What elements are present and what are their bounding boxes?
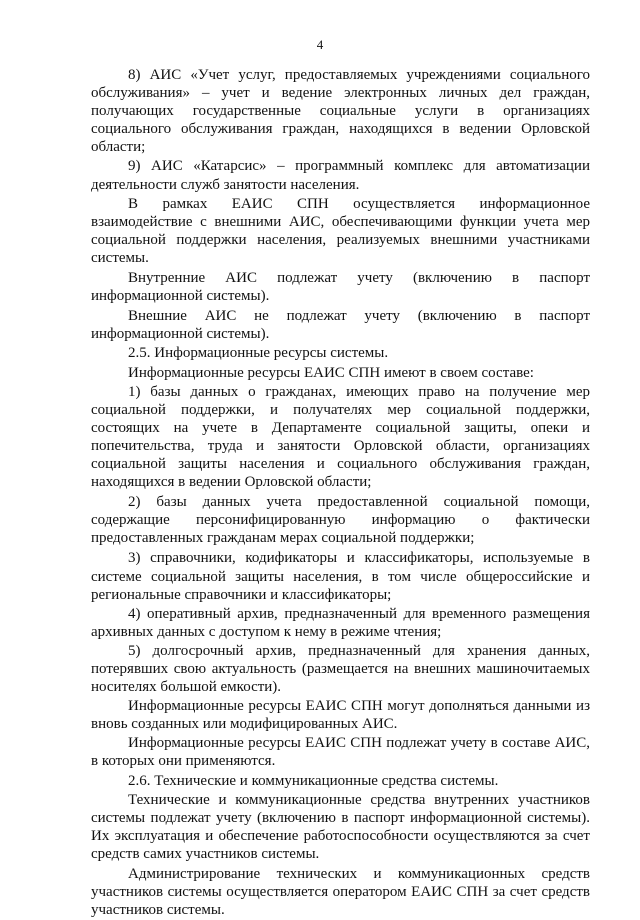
section-heading-2-6: 2.6. Технические и коммуникационные средства системы. (128, 772, 499, 789)
paragraph-administration: Администрирование технических и коммуникационных средств участников системы осуществляется оператором ЕАИС СПН за счет средств участников системы. (91, 866, 590, 919)
list-item-reference-books: 3) справочники, кодификаторы и классификаторы, используемые в системе социальной защиты населения, в том числе общероссийские и региональные справочники и классификаторы; (91, 550, 590, 603)
paragraph-internal-ais: Внутренние АИС подлежат учету (включению в паспорт информационной системы). (91, 270, 590, 305)
page-number: 4 (316, 37, 324, 52)
document-body (91, 66, 590, 920)
paragraph-item-8: 8) АИС «Учет услуг, предоставляемых учреждениями социального обслуживания» – учет и ведение электронных личных дел граждан, получающих государственные социальные услуги в организациях социального обслуживания граждан, находящихся в ведении Орловской области; (91, 67, 590, 156)
paragraph-resources-accounting: Информационные ресурсы ЕАИС СПН подлежат учету в составе АИС, в которых они применяются. (91, 735, 590, 770)
list-item-longterm-archive: 5) долгосрочный архив, предназначенный для хранения данных, потерявших свою актуальность (размещается на внешних машиночитаемых носителях большой емкости). (91, 642, 590, 696)
paragraph-resources-extension: Информационные ресурсы ЕАИС СПН могут дополняться данными из вновь созданных или модифицированных АИС. (91, 698, 590, 733)
section-heading-2-5: 2.5. Информационные ресурсы системы. (128, 345, 389, 362)
paragraph-item-9: 9) АИС «Катарсис» – программный комплекс для автоматизации деятельности служб занятости населения. (91, 158, 590, 193)
paragraph-external-ais: Внешние АИС не подлежат учету (включению в паспорт информационной системы). (91, 308, 590, 343)
list-item-databases-citizens: 1) базы данных о гражданах, имеющих право на получение мер социальной поддержки, и получателях мер социальной поддержки, состоящих на учете в Департаменте социальной защиты, опеки и попечительства, труда и занятости Орловской области, организациях социальной защиты населения и социального обслуживания граждан, находящихся в ведении Орловской области; (91, 383, 590, 491)
paragraph-technical-means: Технические и коммуникационные средства внутренних участников системы подлежат учету (включению в паспорт информационной системы). Их эксплуатация и обеспечение работоспособности осуществляются за счет средств самих участников системы. (91, 791, 590, 862)
paragraph-resources-intro: Информационные ресурсы ЕАИС СПН имеют в своем составе: (128, 364, 534, 381)
paragraph-external-interaction: В рамках ЕАИС СПН осуществляется информационное взаимодействие с внешними АИС, обеспечивающими функции учета мер социальной поддержки населения, реализуемых внешними участниками системы. (91, 195, 590, 266)
list-item-databases-assistance: 2) базы данных учета предоставленной социальной помощи, содержащие персонифицированную информацию о фактически предоставленных гражданам мерах социальной поддержки; (91, 494, 590, 547)
list-item-operational-archive: 4) оперативный архив, предназначенный для временного размещения архивных данных с доступом к нему в режиме чтения; (91, 605, 590, 640)
